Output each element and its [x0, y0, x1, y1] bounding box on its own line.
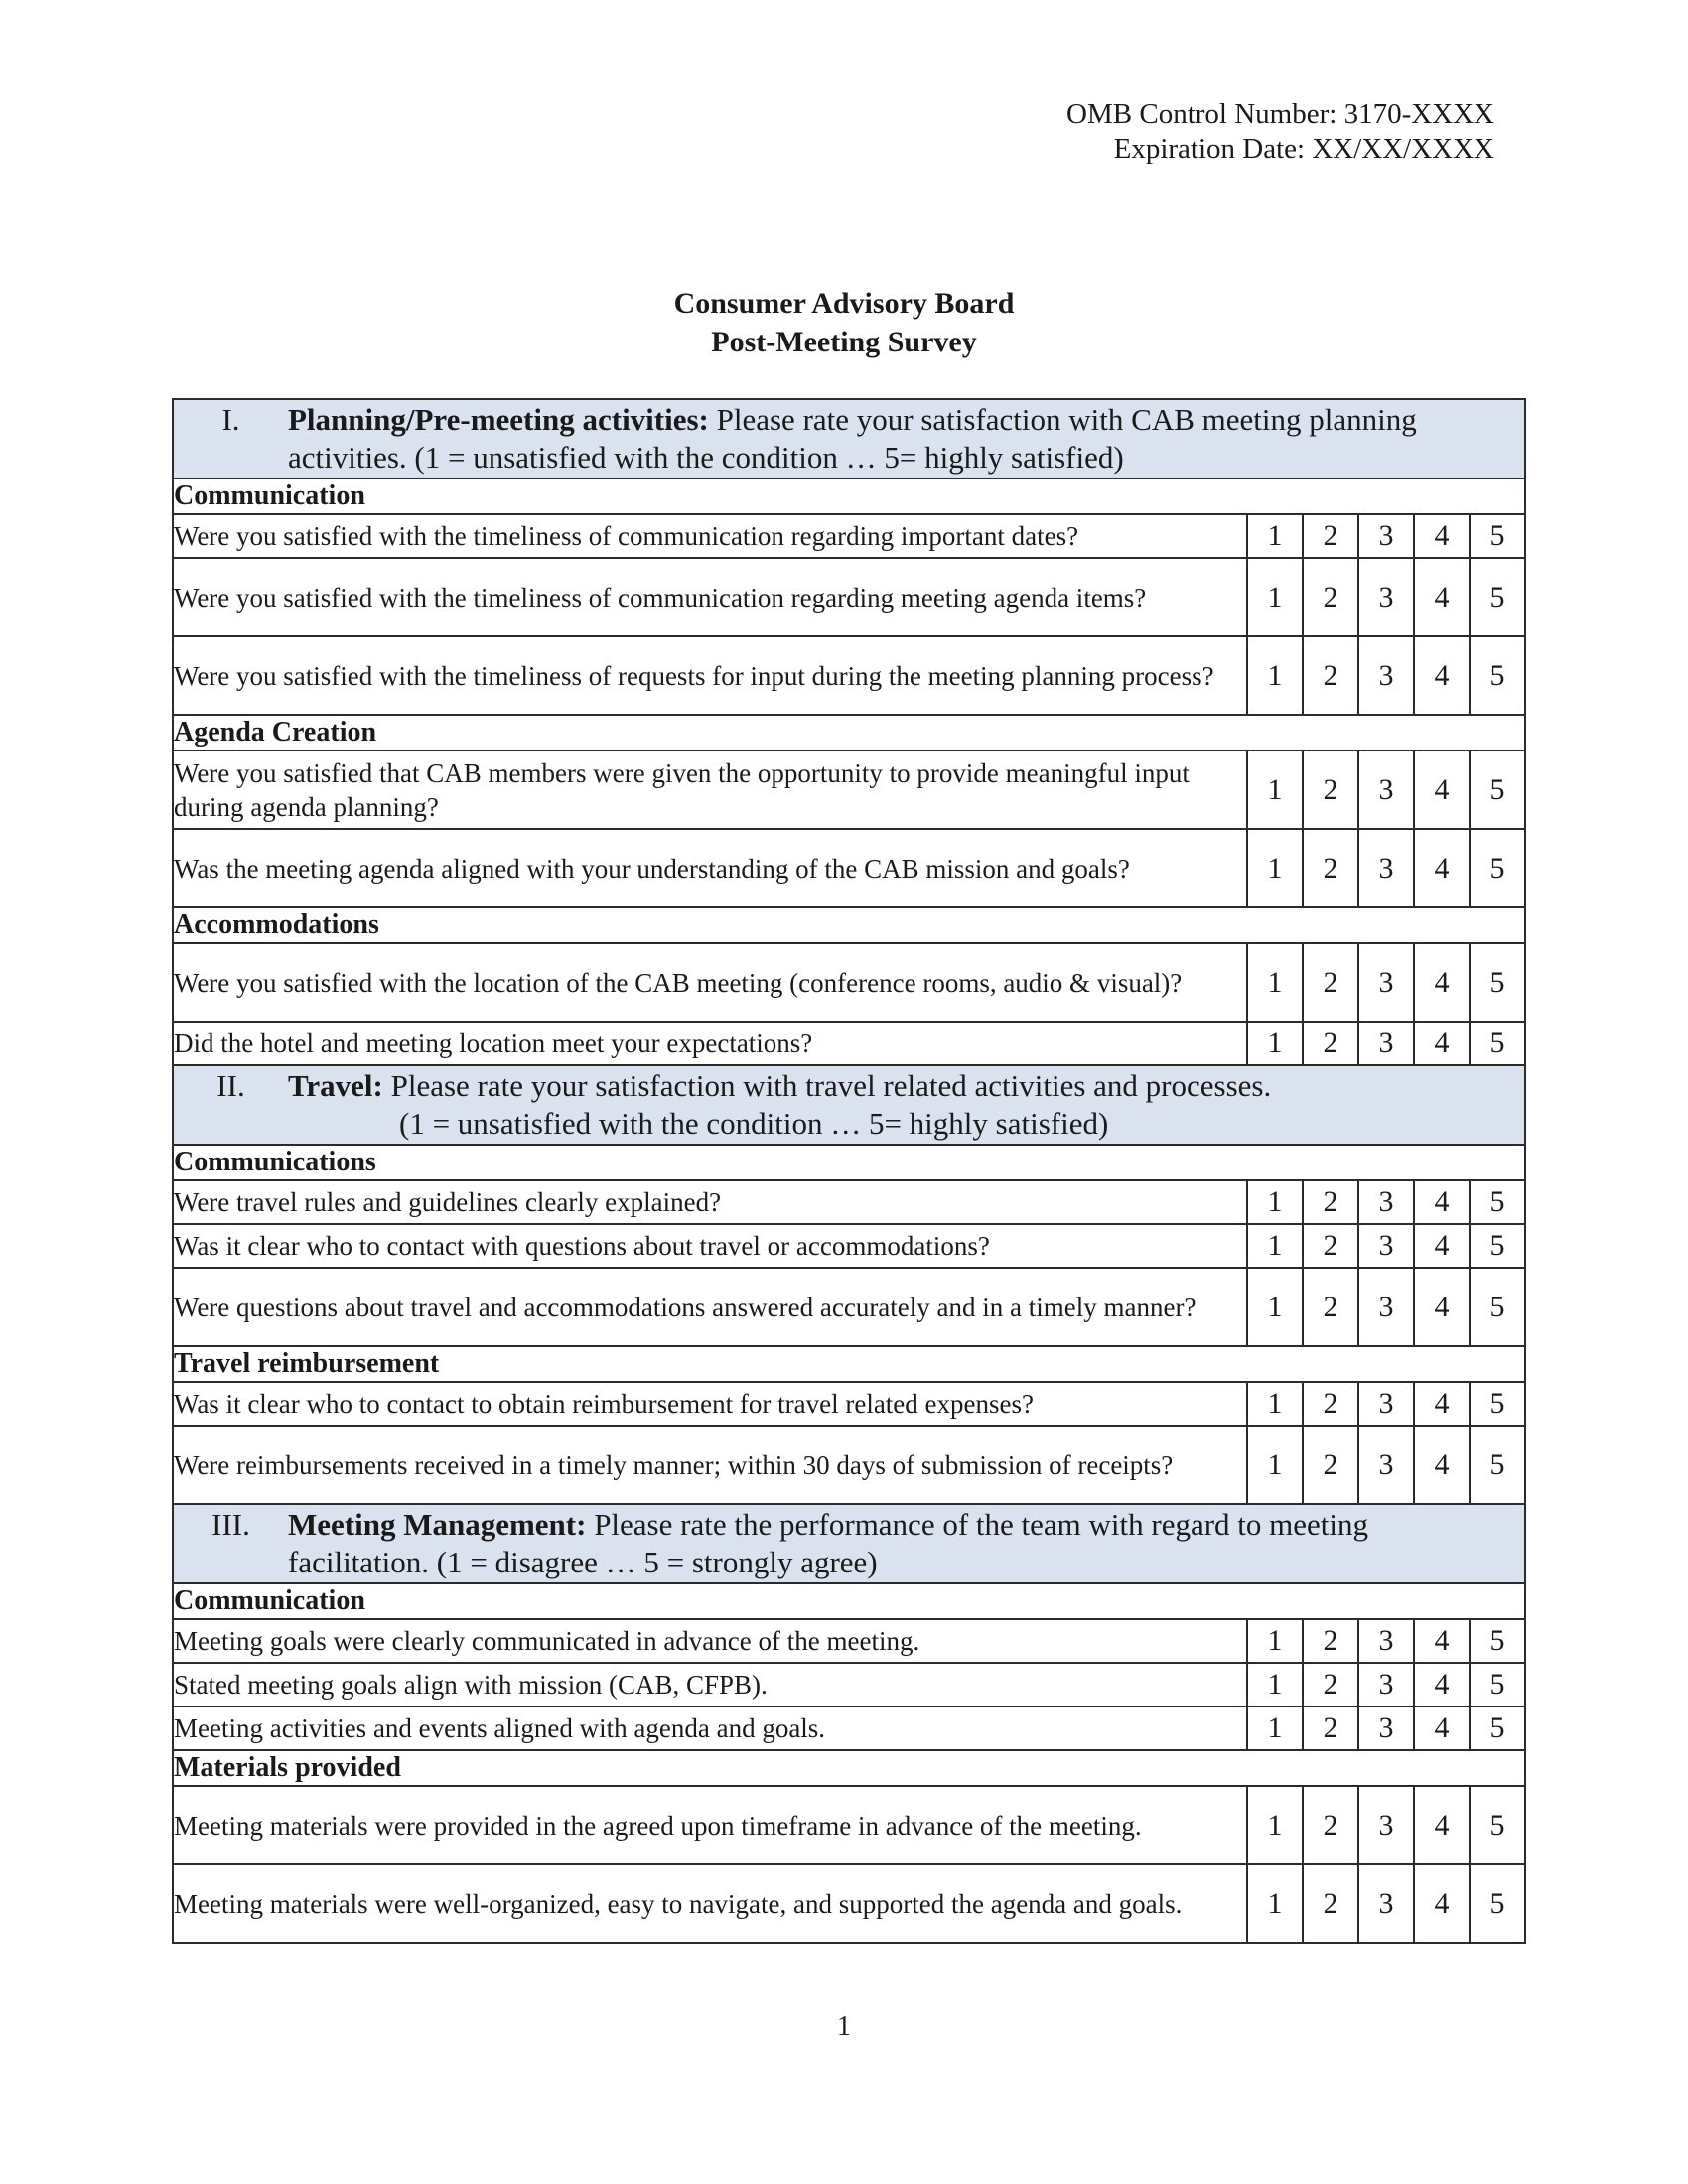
- rating-1-option[interactable]: 1: [1247, 1022, 1303, 1065]
- rating-5-option[interactable]: 5: [1470, 829, 1525, 907]
- question-text: Were you satisfied with the timeliness of communication regarding meeting agenda items?: [173, 558, 1247, 636]
- rating-2-option[interactable]: 2: [1303, 1268, 1358, 1346]
- section-scale-note: (1 = unsatisfied with the condition … 5= highly satisfied): [399, 1106, 1109, 1141]
- question-text: Meeting goals were clearly communicated in advance of the meeting.: [173, 1619, 1247, 1663]
- rating-1-option[interactable]: 1: [1247, 1426, 1303, 1504]
- rating-2-option[interactable]: 2: [1303, 1619, 1358, 1663]
- rating-1-option[interactable]: 1: [1247, 1619, 1303, 1663]
- rating-3-option[interactable]: 3: [1358, 1382, 1414, 1426]
- question-text: Were you satisfied that CAB members were given the opportunity to provide meaningful input during agenda planning?: [173, 751, 1247, 829]
- question-row: [173, 829, 1525, 907]
- rating-3-option[interactable]: 3: [1358, 1706, 1414, 1750]
- question-row: [173, 943, 1525, 1022]
- rating-4-option[interactable]: 4: [1414, 1864, 1470, 1943]
- omb-control-number: OMB Control Number: 3170-XXXX: [1066, 98, 1494, 130]
- rating-1-option[interactable]: 1: [1247, 1268, 1303, 1346]
- rating-3-option[interactable]: 3: [1358, 1619, 1414, 1663]
- page-number: 1: [837, 2011, 851, 2042]
- rating-1-option[interactable]: 1: [1247, 751, 1303, 829]
- rating-5-option[interactable]: 5: [1470, 1619, 1525, 1663]
- rating-5-option[interactable]: 5: [1470, 1663, 1525, 1706]
- question-row: [173, 1382, 1525, 1426]
- section-header-row: [173, 1504, 1525, 1583]
- rating-3-option[interactable]: 3: [1358, 943, 1414, 1022]
- question-text: Meeting activities and events aligned with agenda and goals.: [173, 1706, 1247, 1750]
- rating-4-option[interactable]: 4: [1414, 1022, 1470, 1065]
- expiration-date: Expiration Date: XX/XX/XXXX: [1113, 133, 1494, 165]
- rating-2-option[interactable]: 2: [1303, 1224, 1358, 1268]
- title-line-1: Consumer Advisory Board: [673, 287, 1015, 320]
- rating-5-option[interactable]: 5: [1470, 1786, 1525, 1864]
- question-text: Were travel rules and guidelines clearly explained?: [173, 1180, 1247, 1224]
- rating-1-option[interactable]: 1: [1247, 829, 1303, 907]
- section-header: [173, 1065, 1525, 1145]
- question-text: Were reimbursements received in a timely manner; within 30 days of submission of receipts?: [173, 1426, 1247, 1504]
- rating-4-option[interactable]: 4: [1414, 1663, 1470, 1706]
- question-row: [173, 1864, 1525, 1943]
- rating-3-option[interactable]: 3: [1358, 1022, 1414, 1065]
- rating-3-option[interactable]: 3: [1358, 1268, 1414, 1346]
- rating-3-option[interactable]: 3: [1358, 558, 1414, 636]
- rating-2-option[interactable]: 2: [1303, 636, 1358, 715]
- section-heading: Meeting Management:: [288, 1507, 587, 1542]
- rating-4-option[interactable]: 4: [1414, 1268, 1470, 1346]
- question-text: Did the hotel and meeting location meet your expectations?: [173, 1022, 1247, 1065]
- rating-5-option[interactable]: 5: [1470, 1382, 1525, 1426]
- question-row: [173, 1706, 1525, 1750]
- rating-4-option[interactable]: 4: [1414, 829, 1470, 907]
- rating-1-option[interactable]: 1: [1247, 1786, 1303, 1864]
- rating-3-option[interactable]: 3: [1358, 1864, 1414, 1943]
- rating-2-option[interactable]: 2: [1303, 514, 1358, 558]
- question-row: [173, 751, 1525, 829]
- section-instructions: Please rate the performance of the team with regard to meeting facilitation. (1 = disagree … 5 = strongly agree): [288, 1507, 1369, 1579]
- subsection-title: Communications: [173, 1145, 1525, 1180]
- rating-2-option[interactable]: 2: [1303, 1706, 1358, 1750]
- omb-header: [1066, 97, 1494, 167]
- rating-2-option[interactable]: 2: [1303, 1180, 1358, 1224]
- question-row: [173, 1022, 1525, 1065]
- section-numeral: II.: [216, 1068, 245, 1103]
- rating-1-option[interactable]: 1: [1247, 1706, 1303, 1750]
- survey-table: [172, 398, 1526, 1944]
- rating-1-option[interactable]: 1: [1247, 1864, 1303, 1943]
- rating-1-option[interactable]: 1: [1247, 1663, 1303, 1706]
- rating-5-option[interactable]: 5: [1470, 751, 1525, 829]
- rating-4-option[interactable]: 4: [1414, 636, 1470, 715]
- question-row: [173, 1619, 1525, 1663]
- question-text: Meeting materials were provided in the agreed upon timeframe in advance of the meeting.: [173, 1786, 1247, 1864]
- section-header: [173, 1504, 1525, 1583]
- rating-3-option[interactable]: 3: [1358, 636, 1414, 715]
- rating-1-option[interactable]: 1: [1247, 1382, 1303, 1426]
- rating-3-option[interactable]: 3: [1358, 1180, 1414, 1224]
- rating-3-option[interactable]: 3: [1358, 514, 1414, 558]
- rating-1-option[interactable]: 1: [1247, 636, 1303, 715]
- subsection-title: Communication: [173, 478, 1525, 514]
- rating-3-option[interactable]: 3: [1358, 1426, 1414, 1504]
- rating-3-option[interactable]: 3: [1358, 1786, 1414, 1864]
- rating-4-option[interactable]: 4: [1414, 1619, 1470, 1663]
- question-row: [173, 1426, 1525, 1504]
- rating-1-option[interactable]: 1: [1247, 943, 1303, 1022]
- rating-2-option[interactable]: 2: [1303, 751, 1358, 829]
- rating-3-option[interactable]: 3: [1358, 1663, 1414, 1706]
- rating-1-option[interactable]: 1: [1247, 1180, 1303, 1224]
- question-text: Were you satisfied with the timeliness of requests for input during the meeting planning process?: [173, 636, 1247, 715]
- question-text: Were questions about travel and accommodations answered accurately and in a timely manner?: [173, 1268, 1247, 1346]
- section-instructions: Please rate your satisfaction with travel related activities and processes.: [382, 1068, 1272, 1103]
- rating-1-option[interactable]: 1: [1247, 1224, 1303, 1268]
- rating-5-option[interactable]: 5: [1470, 1180, 1525, 1224]
- rating-4-option[interactable]: 4: [1414, 1382, 1470, 1426]
- rating-5-option[interactable]: 5: [1470, 558, 1525, 636]
- question-text: Was it clear who to contact with questions about travel or accommodations?: [173, 1224, 1247, 1268]
- question-text: Was it clear who to contact to obtain reimbursement for travel related expenses?: [173, 1382, 1247, 1426]
- subsection-title: Travel reimbursement: [173, 1346, 1525, 1382]
- rating-4-option[interactable]: 4: [1414, 558, 1470, 636]
- question-text: Meeting materials were well-organized, easy to navigate, and supported the agenda and goals.: [173, 1864, 1247, 1943]
- rating-3-option[interactable]: 3: [1358, 751, 1414, 829]
- rating-2-option[interactable]: 2: [1303, 1663, 1358, 1706]
- section-heading: Travel:: [288, 1068, 383, 1103]
- section-numeral: I.: [221, 402, 240, 437]
- question-row: [173, 558, 1525, 636]
- section-header-row: [173, 399, 1525, 478]
- rating-5-option[interactable]: 5: [1470, 1268, 1525, 1346]
- question-row: [173, 1180, 1525, 1224]
- subsection-title: Accommodations: [173, 907, 1525, 943]
- rating-1-option[interactable]: 1: [1247, 514, 1303, 558]
- rating-2-option[interactable]: 2: [1303, 829, 1358, 907]
- section-heading: Planning/Pre-meeting activities:: [288, 402, 709, 437]
- title-line-2: Post-Meeting Survey: [711, 326, 977, 358]
- rating-4-option[interactable]: 4: [1414, 1180, 1470, 1224]
- subsection-title: Communication: [173, 1583, 1525, 1619]
- rating-3-option[interactable]: 3: [1358, 1224, 1414, 1268]
- rating-2-option[interactable]: 2: [1303, 1382, 1358, 1426]
- rating-2-option[interactable]: 2: [1303, 1426, 1358, 1504]
- rating-2-option[interactable]: 2: [1303, 943, 1358, 1022]
- section-instructions: Please rate your satisfaction with CAB meeting planning activities. (1 = unsatisfied with the condition … 5= highly satisfied): [288, 402, 1417, 475]
- rating-5-option[interactable]: 5: [1470, 1426, 1525, 1504]
- rating-4-option[interactable]: 4: [1414, 751, 1470, 829]
- rating-4-option[interactable]: 4: [1414, 1786, 1470, 1864]
- rating-4-option[interactable]: 4: [1414, 1426, 1470, 1504]
- question-row: [173, 1786, 1525, 1864]
- subsection-title: Agenda Creation: [173, 715, 1525, 751]
- subsection-title: Materials provided: [173, 1750, 1525, 1786]
- rating-5-option[interactable]: 5: [1470, 1224, 1525, 1268]
- document-title: [0, 284, 1688, 361]
- rating-4-option[interactable]: 4: [1414, 514, 1470, 558]
- question-text: Stated meeting goals align with mission (CAB, CFPB).: [173, 1663, 1247, 1706]
- rating-4-option[interactable]: 4: [1414, 1706, 1470, 1750]
- rating-5-option[interactable]: 5: [1470, 1864, 1525, 1943]
- question-row: [173, 1224, 1525, 1268]
- question-row: [173, 1663, 1525, 1706]
- question-row: [173, 636, 1525, 715]
- section-header: [173, 399, 1525, 478]
- rating-5-option[interactable]: 5: [1470, 1706, 1525, 1750]
- rating-5-option[interactable]: 5: [1470, 1022, 1525, 1065]
- question-row: [173, 514, 1525, 558]
- question-text: Were you satisfied with the location of the CAB meeting (conference rooms, audio & visual)?: [173, 943, 1247, 1022]
- question-row: [173, 1268, 1525, 1346]
- rating-1-option[interactable]: 1: [1247, 558, 1303, 636]
- rating-2-option[interactable]: 2: [1303, 1864, 1358, 1943]
- rating-5-option[interactable]: 5: [1470, 514, 1525, 558]
- section-numeral: III.: [211, 1507, 250, 1542]
- section-header-row: [173, 1065, 1525, 1145]
- rating-5-option[interactable]: 5: [1470, 943, 1525, 1022]
- rating-5-option[interactable]: 5: [1470, 636, 1525, 715]
- question-text: Was the meeting agenda aligned with your understanding of the CAB mission and goals?: [173, 829, 1247, 907]
- question-text: Were you satisfied with the timeliness of communication regarding important dates?: [173, 514, 1247, 558]
- rating-2-option[interactable]: 2: [1303, 1022, 1358, 1065]
- rating-3-option[interactable]: 3: [1358, 829, 1414, 907]
- rating-2-option[interactable]: 2: [1303, 1786, 1358, 1864]
- rating-4-option[interactable]: 4: [1414, 1224, 1470, 1268]
- rating-4-option[interactable]: 4: [1414, 943, 1470, 1022]
- rating-2-option[interactable]: 2: [1303, 558, 1358, 636]
